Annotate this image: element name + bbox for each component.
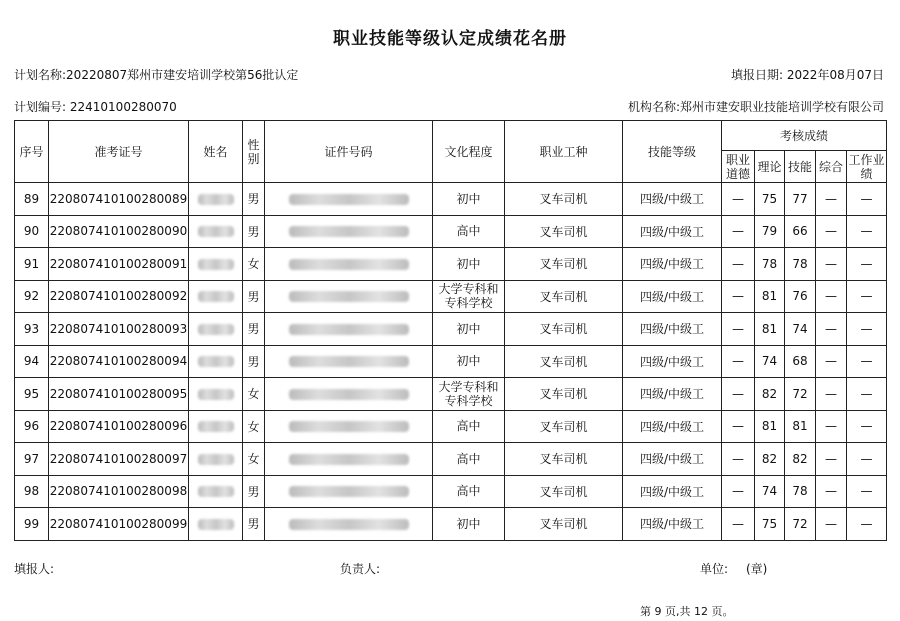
header-name: 姓名 — [189, 121, 243, 183]
moral-cell: — — [722, 410, 755, 443]
seq-cell: 96 — [15, 410, 49, 443]
skill-cell: 66 — [785, 215, 816, 248]
moral-cell: — — [722, 280, 755, 313]
moral-cell: — — [722, 183, 755, 216]
report-date — [731, 66, 884, 83]
level-cell: 四级/中级工 — [623, 443, 722, 476]
skill-cell: 77 — [785, 183, 816, 216]
exam-no-cell: 220807410100280091 — [49, 248, 189, 281]
table-row — [15, 508, 887, 541]
filler-label: 填报人: — [14, 562, 55, 576]
header-overall: 综合 — [816, 151, 847, 183]
level-cell: 四级/中级工 — [623, 508, 722, 541]
level-cell: 四级/中级工 — [623, 215, 722, 248]
plan-name-value: 20220807郑州市建安培训学校第56批认定 — [66, 68, 299, 82]
exam-no-cell: 220807410100280095 — [49, 378, 189, 411]
page-info: 第 9 页,共 12 页。 — [640, 605, 734, 618]
skill-cell: 68 — [785, 345, 816, 378]
seq-cell: 92 — [15, 280, 49, 313]
theory-cell: 81 — [755, 280, 785, 313]
unit-label: 单位: — [700, 562, 729, 576]
moral-cell: — — [722, 378, 755, 411]
exam-no-cell: 220807410100280096 — [49, 410, 189, 443]
education-cell: 初中 — [433, 345, 505, 378]
id-no-cell — [265, 345, 433, 378]
table-row — [15, 475, 887, 508]
performance-cell: — — [847, 280, 887, 313]
moral-cell: — — [722, 443, 755, 476]
performance-cell: — — [847, 410, 887, 443]
theory-cell: 74 — [755, 345, 785, 378]
name-cell — [189, 378, 243, 411]
header-theory: 理论 — [755, 151, 785, 183]
gender-cell: 男 — [243, 508, 265, 541]
name-cell — [189, 183, 243, 216]
level-cell: 四级/中级工 — [623, 345, 722, 378]
job-cell: 叉车司机 — [505, 410, 623, 443]
performance-cell: — — [847, 183, 887, 216]
id-no-cell — [265, 183, 433, 216]
job-cell: 叉车司机 — [505, 345, 623, 378]
job-cell: 叉车司机 — [505, 183, 623, 216]
job-cell: 叉车司机 — [505, 475, 623, 508]
performance-cell: — — [847, 248, 887, 281]
name-cell — [189, 280, 243, 313]
exam-no-cell: 220807410100280099 — [49, 508, 189, 541]
skill-cell: 74 — [785, 313, 816, 346]
seq-cell: 95 — [15, 378, 49, 411]
gender-cell: 女 — [243, 410, 265, 443]
level-cell: 四级/中级工 — [623, 280, 722, 313]
redacted-id-number — [289, 324, 409, 335]
overall-cell: — — [816, 508, 847, 541]
level-cell: 四级/中级工 — [623, 475, 722, 508]
redacted-name — [198, 421, 234, 432]
theory-cell: 79 — [755, 215, 785, 248]
seq-cell: 91 — [15, 248, 49, 281]
performance-cell: — — [847, 378, 887, 411]
seq-cell: 93 — [15, 313, 49, 346]
performance-cell: — — [847, 215, 887, 248]
header-seq: 序号 — [15, 121, 49, 183]
skill-cell: 78 — [785, 475, 816, 508]
id-no-cell — [265, 410, 433, 443]
table-row — [15, 183, 887, 216]
header-moral: 职业道德 — [722, 151, 755, 183]
name-cell — [189, 345, 243, 378]
job-cell: 叉车司机 — [505, 248, 623, 281]
overall-cell: — — [816, 280, 847, 313]
overall-cell: — — [816, 443, 847, 476]
theory-cell: 82 — [755, 443, 785, 476]
redacted-id-number — [289, 421, 409, 432]
table-row — [15, 215, 887, 248]
id-no-cell — [265, 378, 433, 411]
education-cell: 大学专科和专科学校 — [433, 280, 505, 313]
redacted-name — [198, 226, 234, 237]
theory-cell: 81 — [755, 313, 785, 346]
redacted-name — [198, 291, 234, 302]
education-cell: 初中 — [433, 183, 505, 216]
id-no-cell — [265, 313, 433, 346]
skill-cell: 82 — [785, 443, 816, 476]
level-cell: 四级/中级工 — [623, 183, 722, 216]
performance-cell: — — [847, 443, 887, 476]
moral-cell: — — [722, 313, 755, 346]
redacted-name — [198, 454, 234, 465]
exam-no-cell: 220807410100280089 — [49, 183, 189, 216]
gender-cell: 女 — [243, 378, 265, 411]
moral-cell: — — [722, 345, 755, 378]
performance-cell: — — [847, 345, 887, 378]
table-row — [15, 313, 887, 346]
redacted-name — [198, 356, 234, 367]
exam-no-cell: 220807410100280092 — [49, 280, 189, 313]
id-no-cell — [265, 215, 433, 248]
id-no-cell — [265, 443, 433, 476]
gender-cell: 女 — [243, 443, 265, 476]
redacted-name — [198, 486, 234, 497]
education-cell: 初中 — [433, 313, 505, 346]
seq-cell: 94 — [15, 345, 49, 378]
report-date-label: 填报日期: — [731, 68, 784, 82]
header-id-no: 证件号码 — [265, 121, 433, 183]
overall-cell: — — [816, 183, 847, 216]
education-cell: 高中 — [433, 410, 505, 443]
header-gender: 性别 — [243, 121, 265, 183]
gender-cell: 男 — [243, 183, 265, 216]
skill-cell: 81 — [785, 410, 816, 443]
header-level: 技能等级 — [623, 121, 722, 183]
name-cell — [189, 475, 243, 508]
exam-no-cell: 220807410100280097 — [49, 443, 189, 476]
skill-cell: 72 — [785, 508, 816, 541]
redacted-id-number — [289, 291, 409, 302]
redacted-name — [198, 194, 234, 205]
education-cell: 初中 — [433, 508, 505, 541]
redacted-name — [198, 324, 234, 335]
education-cell: 高中 — [433, 475, 505, 508]
exam-no-cell: 220807410100280094 — [49, 345, 189, 378]
report-date-value: 2022年08月07日 — [786, 68, 884, 82]
name-cell — [189, 443, 243, 476]
skill-cell: 78 — [785, 248, 816, 281]
header-scores-group: 考核成绩 — [722, 121, 887, 151]
theory-cell: 75 — [755, 183, 785, 216]
gender-cell: 男 — [243, 475, 265, 508]
moral-cell: — — [722, 215, 755, 248]
moral-cell: — — [722, 248, 755, 281]
table-row — [15, 345, 887, 378]
organization-label: 机构名称: — [627, 100, 680, 114]
seq-cell: 89 — [15, 183, 49, 216]
level-cell: 四级/中级工 — [623, 410, 722, 443]
table-row — [15, 443, 887, 476]
job-cell: 叉车司机 — [505, 378, 623, 411]
header-performance: 工作业绩 — [847, 151, 887, 183]
level-cell: 四级/中级工 — [623, 248, 722, 281]
plan-number-label: 计划编号: — [14, 100, 67, 114]
overall-cell: — — [816, 410, 847, 443]
redacted-id-number — [289, 519, 409, 530]
job-cell: 叉车司机 — [505, 508, 623, 541]
performance-cell: — — [847, 508, 887, 541]
job-cell: 叉车司机 — [505, 280, 623, 313]
theory-cell: 74 — [755, 475, 785, 508]
redacted-id-number — [289, 356, 409, 367]
score-roster-table — [14, 120, 887, 541]
skill-cell: 76 — [785, 280, 816, 313]
redacted-name — [198, 259, 234, 270]
plan-name — [14, 66, 298, 83]
moral-cell: — — [722, 475, 755, 508]
job-cell: 叉车司机 — [505, 215, 623, 248]
plan-number-value: 22410100280070 — [69, 100, 177, 114]
education-cell: 初中 — [433, 248, 505, 281]
header-exam-no: 准考证号 — [49, 121, 189, 183]
table-row — [15, 410, 887, 443]
id-no-cell — [265, 508, 433, 541]
responsible-label: 负责人: — [340, 562, 381, 576]
theory-cell: 78 — [755, 248, 785, 281]
header-skill: 技能 — [785, 151, 816, 183]
name-cell — [189, 313, 243, 346]
level-cell: 四级/中级工 — [623, 378, 722, 411]
overall-cell: — — [816, 475, 847, 508]
table-row — [15, 280, 887, 313]
redacted-id-number — [289, 454, 409, 465]
header-job: 职业工种 — [505, 121, 623, 183]
overall-cell: — — [816, 313, 847, 346]
overall-cell: — — [816, 248, 847, 281]
organization — [628, 98, 884, 115]
gender-cell: 男 — [243, 280, 265, 313]
plan-number — [14, 98, 177, 115]
table-row — [15, 378, 887, 411]
header-education: 文化程度 — [433, 121, 505, 183]
gender-cell: 女 — [243, 248, 265, 281]
seal-label: (章) — [746, 562, 768, 576]
seq-cell: 99 — [15, 508, 49, 541]
moral-cell: — — [722, 508, 755, 541]
redacted-id-number — [289, 486, 409, 497]
id-no-cell — [265, 280, 433, 313]
gender-cell: 男 — [243, 345, 265, 378]
name-cell — [189, 215, 243, 248]
redacted-name — [198, 389, 234, 400]
seq-cell: 98 — [15, 475, 49, 508]
job-cell: 叉车司机 — [505, 313, 623, 346]
id-no-cell — [265, 475, 433, 508]
gender-cell: 男 — [243, 215, 265, 248]
theory-cell: 75 — [755, 508, 785, 541]
plan-name-label: 计划名称: — [14, 68, 67, 82]
name-cell — [189, 410, 243, 443]
exam-no-cell: 220807410100280098 — [49, 475, 189, 508]
redacted-id-number — [289, 389, 409, 400]
education-cell: 大学专科和专科学校 — [433, 378, 505, 411]
level-cell: 四级/中级工 — [623, 313, 722, 346]
exam-no-cell: 220807410100280090 — [49, 215, 189, 248]
organization-value: 郑州市建安职业技能培训学校有限公司 — [679, 100, 884, 114]
job-cell: 叉车司机 — [505, 443, 623, 476]
redacted-id-number — [289, 194, 409, 205]
seq-cell: 97 — [15, 443, 49, 476]
theory-cell: 82 — [755, 378, 785, 411]
redacted-id-number — [289, 226, 409, 237]
education-cell: 高中 — [433, 443, 505, 476]
redacted-name — [198, 519, 234, 530]
gender-cell: 男 — [243, 313, 265, 346]
overall-cell: — — [816, 345, 847, 378]
seq-cell: 90 — [15, 215, 49, 248]
document-title: 职业技能等级认定成绩花名册 — [333, 29, 567, 49]
exam-no-cell: 220807410100280093 — [49, 313, 189, 346]
name-cell — [189, 248, 243, 281]
performance-cell: — — [847, 475, 887, 508]
name-cell — [189, 508, 243, 541]
skill-cell: 72 — [785, 378, 816, 411]
table-row — [15, 248, 887, 281]
performance-cell: — — [847, 313, 887, 346]
id-no-cell — [265, 248, 433, 281]
overall-cell: — — [816, 378, 847, 411]
theory-cell: 81 — [755, 410, 785, 443]
overall-cell: — — [816, 215, 847, 248]
education-cell: 高中 — [433, 215, 505, 248]
redacted-id-number — [289, 259, 409, 270]
